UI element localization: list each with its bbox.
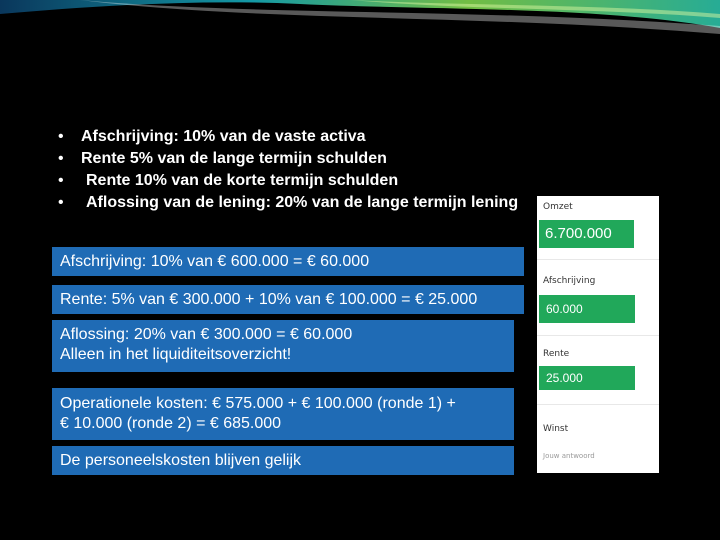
operationele-kosten-text: Operationele kosten: € 575.000 + € 100.000 (ronde 1) + [60, 395, 456, 412]
personeelskosten-box [52, 446, 514, 475]
bullet-item [52, 126, 522, 148]
rente-value[interactable]: 25.000 [539, 366, 635, 390]
operationele-kosten-result: € 10.000 (ronde 2) = € 685.000 [60, 415, 282, 432]
afschrijving-box [52, 247, 524, 276]
rente-box [52, 285, 524, 314]
aflossing-box [52, 320, 514, 372]
afschrijving-text: Afschrijving: 10% van € 600.000 = € 60.000 [60, 253, 370, 270]
card-divider [537, 259, 659, 260]
bullet-text: Rente 10% van de korte termijn schulden [86, 172, 399, 189]
rente-text: Rente: 5% van € 300.000 + 10% van € 100.000 = € 25.000 [60, 291, 478, 308]
rente-label: Rente [543, 349, 570, 359]
top-decorative-band [0, 0, 720, 40]
bullet-item [52, 170, 522, 192]
operationele-kosten-box [52, 388, 514, 440]
aflossing-note: Alleen in het liquiditeitsoverzicht! [60, 346, 292, 363]
aflossing-text: Aflossing: 20% van € 300.000 = € 60.000 [60, 326, 353, 343]
afschrijving-label: Afschrijving [543, 276, 596, 286]
bullet-text: Afschrijving: 10% van de vaste activa [81, 128, 366, 145]
bullet-list [52, 126, 522, 214]
bullet-marker: • [58, 128, 64, 145]
winst-answer-hint[interactable]: Jouw antwoord [543, 452, 595, 460]
bullet-marker: • [58, 194, 64, 211]
card-divider [537, 335, 659, 336]
bullet-text: Rente 5% van de lange termijn schulden [81, 150, 387, 167]
personeelskosten-text: De personeelskosten blijven gelijk [60, 452, 302, 469]
bullet-item [52, 148, 522, 170]
winst-label: Winst [543, 424, 569, 434]
bullet-marker: • [58, 150, 64, 167]
omzet-label: Omzet [543, 202, 573, 212]
answer-card [537, 196, 659, 473]
bullet-item [52, 192, 522, 214]
bullet-text: Aflossing van de lening: 20% van de lange termijn lening [86, 194, 519, 211]
bullet-marker: • [58, 172, 64, 189]
omzet-value[interactable]: 6.700.000 [539, 220, 634, 248]
afschrijving-value[interactable]: 60.000 [539, 295, 635, 323]
card-divider [537, 404, 659, 405]
